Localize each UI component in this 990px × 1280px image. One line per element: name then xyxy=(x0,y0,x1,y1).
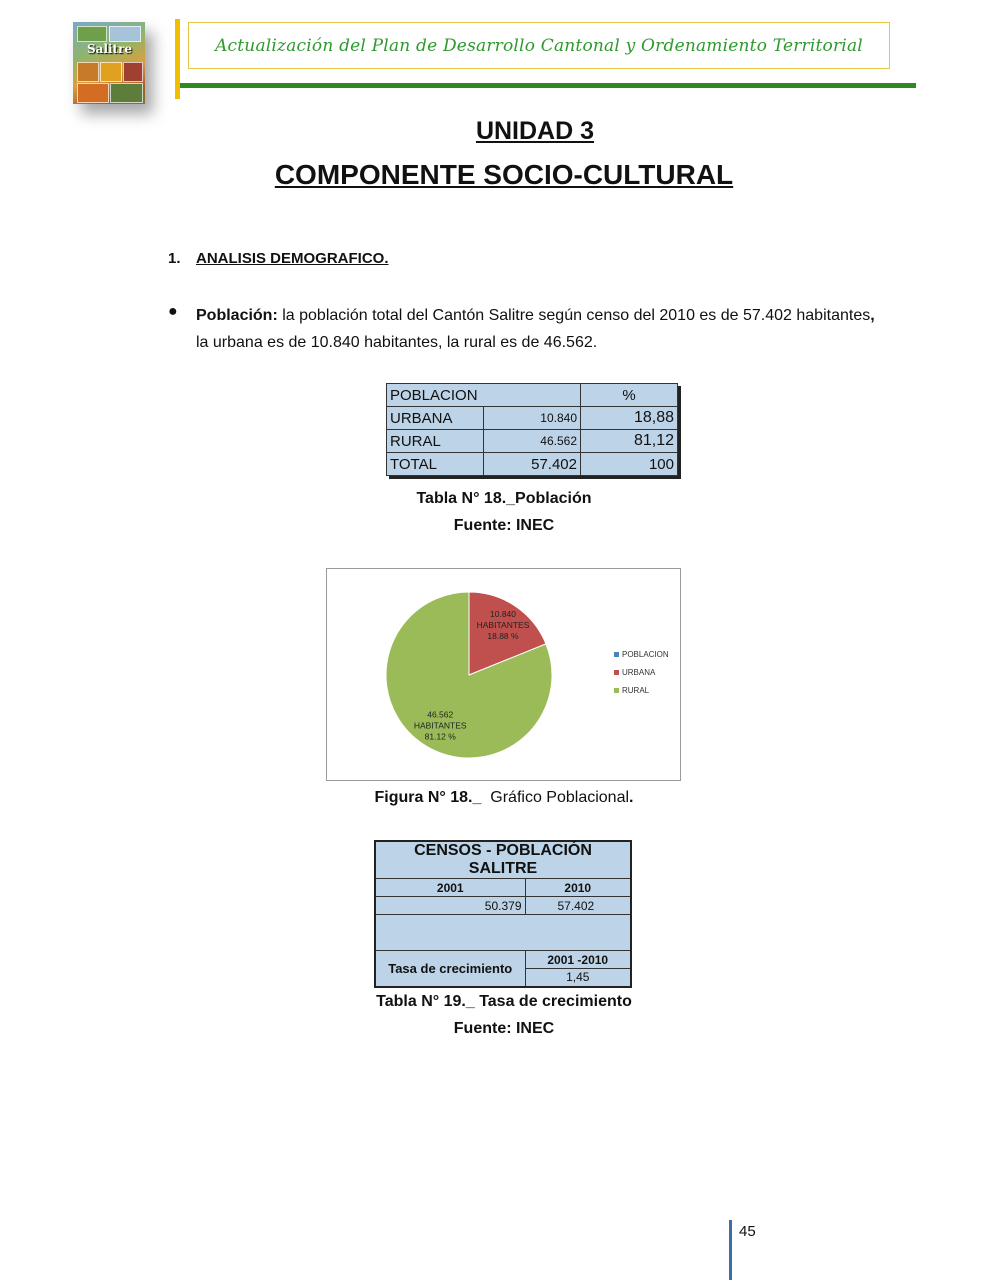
table-header-row xyxy=(387,384,678,407)
figure18-caption-bold: Figura N° 18._ xyxy=(374,789,482,806)
table-spacer-row xyxy=(375,915,631,951)
table-header-cell: 2001 xyxy=(375,879,525,897)
growth-rate-period: 2001 -2010 xyxy=(525,951,631,969)
legend-swatch xyxy=(614,652,619,657)
table-cell-value: 46.562 xyxy=(484,430,581,453)
table-row xyxy=(375,951,631,969)
table-spacer-cell xyxy=(375,915,631,951)
header-title: Actualización del Plan de Desarrollo Cantonal y Ordenamiento Territorial xyxy=(215,35,863,56)
header-banner xyxy=(188,22,890,69)
figure18-caption-end: . xyxy=(629,789,634,806)
salitre-logo xyxy=(73,22,145,104)
table-cell-label: RURAL xyxy=(387,430,484,453)
table19-caption: Tabla N° 19._ Tasa de crecimiento xyxy=(376,993,632,1010)
table-cell-label: URBANA xyxy=(387,407,484,430)
table-cell-pct: 81,12 xyxy=(581,430,678,453)
unit-heading: UNIDAD 3 xyxy=(475,117,595,145)
table18-source: Fuente: INEC xyxy=(453,517,555,534)
population-table xyxy=(386,383,678,476)
legend-label: POBLACION xyxy=(622,650,669,659)
table-header-cell: % xyxy=(581,384,678,407)
table-cell-value: 57.402 xyxy=(525,897,631,915)
table-row xyxy=(387,407,678,430)
page-number: 45 xyxy=(739,1223,756,1240)
growth-rate-label: Tasa de crecimiento xyxy=(375,951,525,987)
census-table xyxy=(374,840,632,988)
paragraph-text-1: la población total del Cantón Salitre según censo del 2010 es de 57.402 habitantes xyxy=(277,307,871,324)
paragraph-lead: Población: xyxy=(196,307,278,324)
logo-text: Salitre xyxy=(87,42,133,56)
legend-label: RURAL xyxy=(622,686,650,695)
table19-source: Fuente: INEC xyxy=(453,1020,555,1037)
legend-swatch xyxy=(614,670,619,675)
table-title-row xyxy=(375,841,631,879)
table-cell-pct: 18,88 xyxy=(581,407,678,430)
table18-caption: Tabla N° 18._Población xyxy=(416,490,592,507)
population-paragraph xyxy=(196,302,876,356)
table-row xyxy=(375,897,631,915)
legend-label: URBANA xyxy=(622,668,656,677)
paragraph-text-2: la urbana es de 10.840 habitantes, la rural es de 46.562. xyxy=(196,334,598,351)
header-divider xyxy=(180,83,916,88)
section-title: ANALISIS DEMOGRAFICO. xyxy=(196,250,389,267)
table-cell-pct: 100 xyxy=(581,453,678,476)
page-number-line xyxy=(729,1220,732,1280)
section-number: 1. xyxy=(168,250,181,267)
table-row xyxy=(387,430,678,453)
table-header-cell: POBLACION xyxy=(387,384,581,407)
census-table-title: CENSOS - POBLACIÓN SALITRE xyxy=(375,841,631,879)
legend-swatch xyxy=(614,688,619,693)
table-row xyxy=(387,453,678,476)
pie-chart-svg xyxy=(327,569,682,782)
paragraph-bold-comma: , xyxy=(870,307,875,324)
growth-rate-value: 1,45 xyxy=(525,969,631,987)
figure18-caption-text: Gráfico Poblacional xyxy=(481,789,630,806)
table-cell-label: TOTAL xyxy=(387,453,484,476)
table-cell-value: 10.840 xyxy=(484,407,581,430)
table-cell-value: 57.402 xyxy=(484,453,581,476)
pie-slice-label: 46.562 HABITANTES 81.12 % xyxy=(413,709,467,742)
table-cell-value: 50.379 xyxy=(375,897,525,915)
table-header-row xyxy=(375,879,631,897)
population-pie-chart xyxy=(326,568,681,781)
bullet-icon: ● xyxy=(168,303,178,320)
pie-slice-label: 10.840 HABITANTES 18.88 % xyxy=(476,609,530,641)
figure18-caption xyxy=(0,789,990,807)
component-heading: COMPONENTE SOCIO-CULTURAL xyxy=(274,159,734,190)
table-header-cell: 2010 xyxy=(525,879,631,897)
